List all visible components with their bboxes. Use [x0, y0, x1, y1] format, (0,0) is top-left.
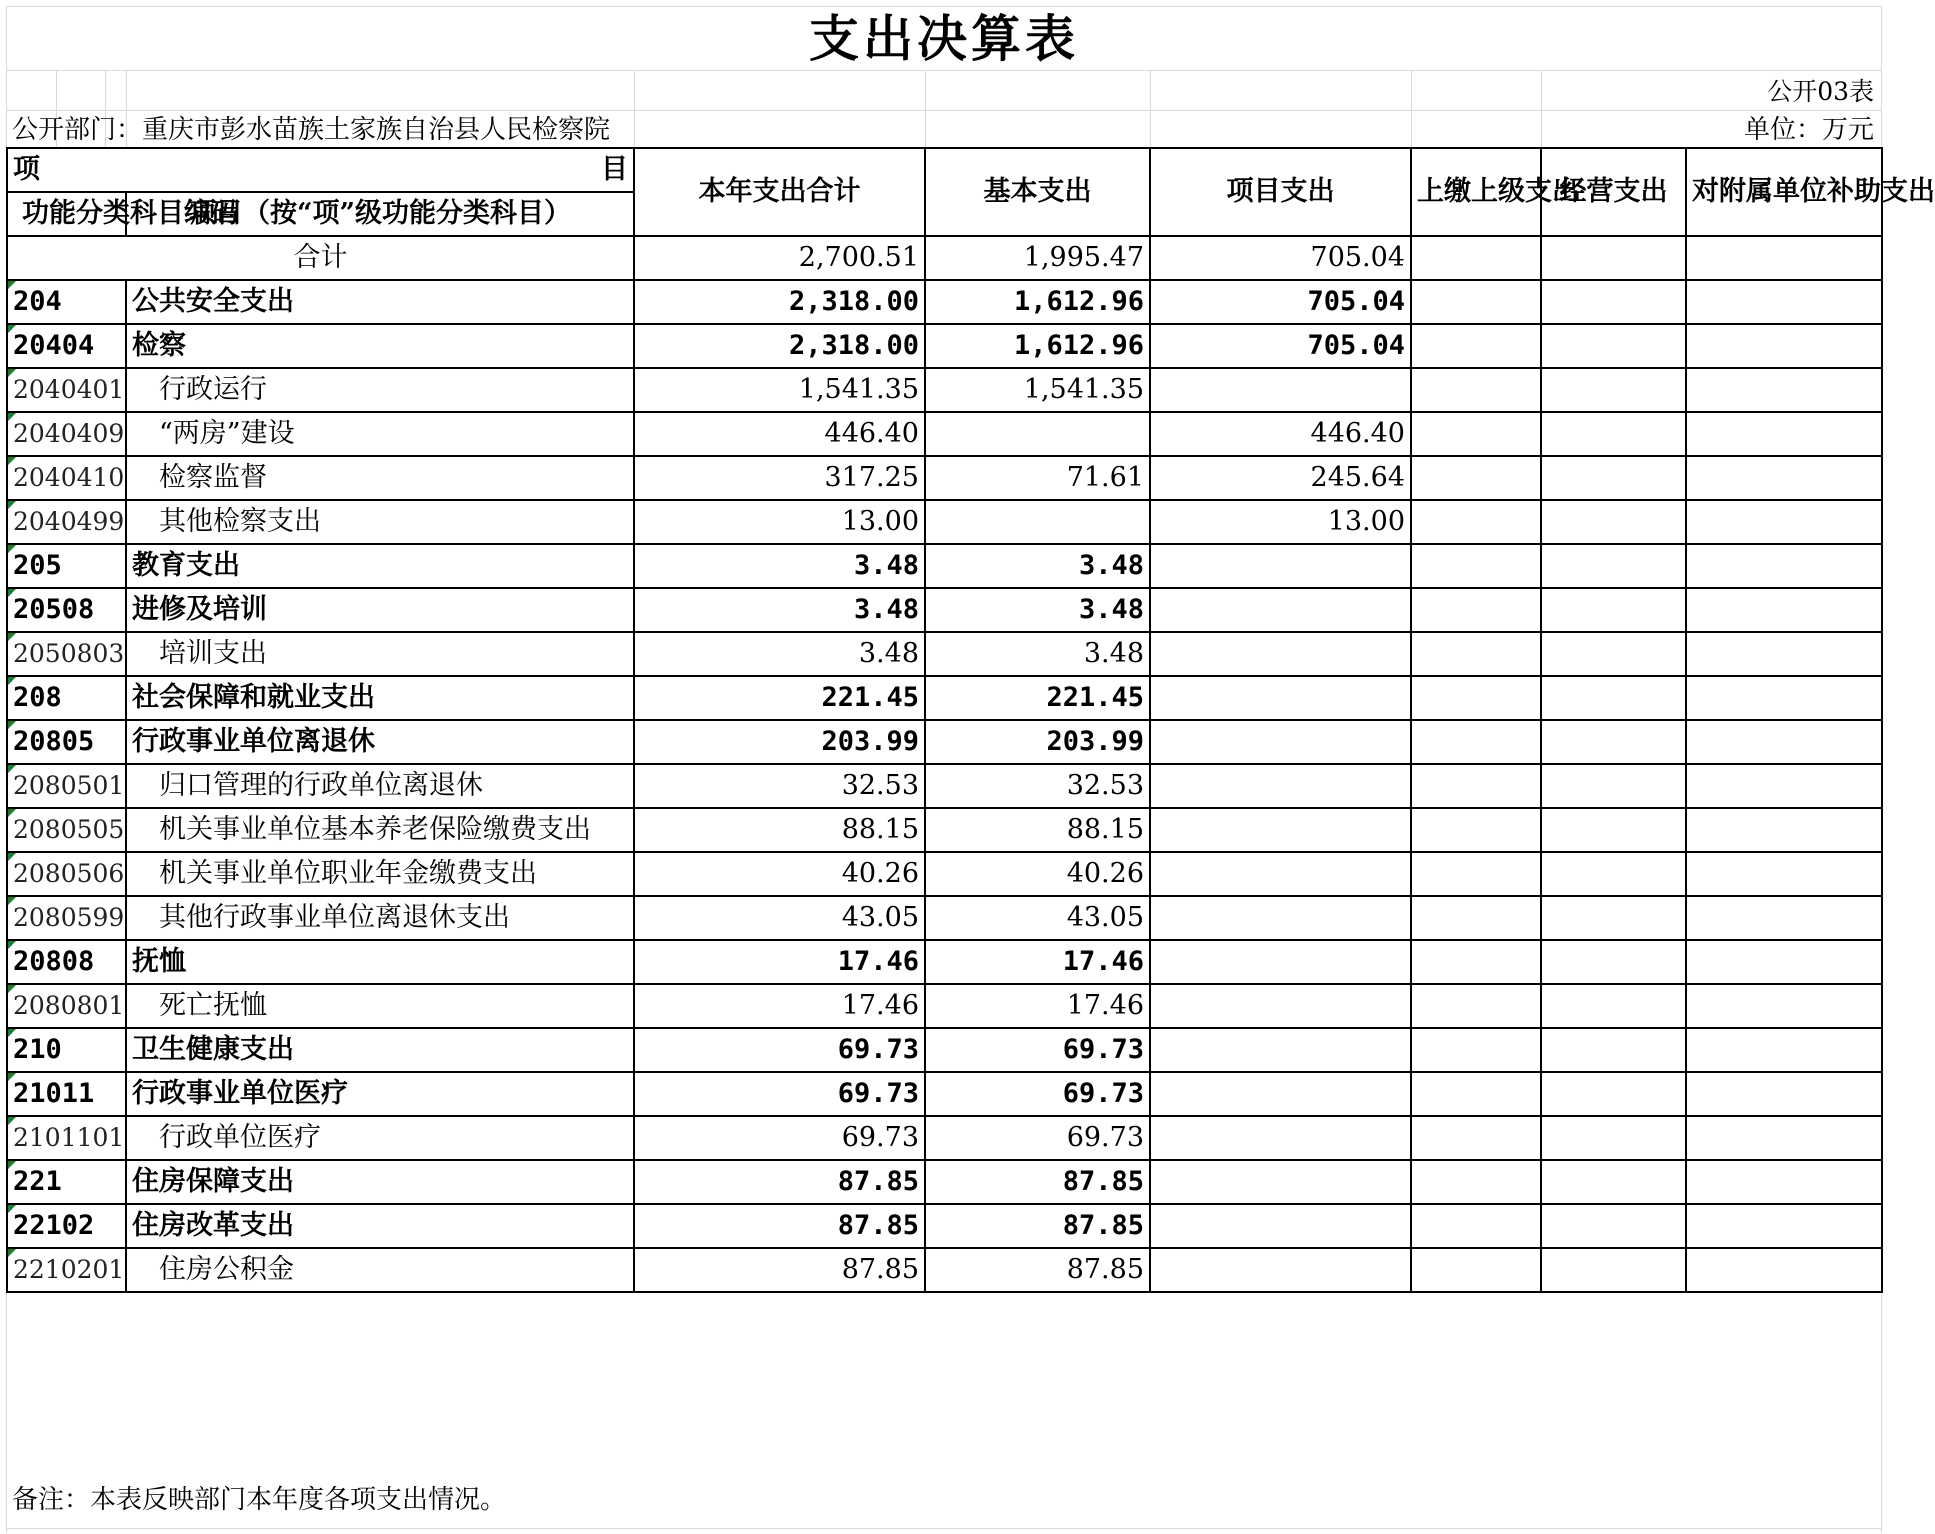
code-cell: 20808 [7, 940, 126, 984]
gridline [6, 70, 1882, 71]
gridline [634, 70, 635, 148]
cell-marker-icon [8, 1161, 16, 1169]
code-cell: 2101101 [7, 1116, 126, 1160]
total-cell: 17.46 [634, 984, 925, 1028]
subsidy-cell [1686, 852, 1882, 896]
project-cell: 705.04 [1150, 280, 1411, 324]
upper-cell [1411, 500, 1541, 544]
name-cell: 培训支出 [126, 632, 634, 676]
basic-cell: 17.46 [925, 984, 1150, 1028]
total-cell: 87.85 [634, 1160, 925, 1204]
business-cell [1541, 940, 1686, 984]
basic-cell: 69.73 [925, 1116, 1150, 1160]
code-cell: 21011 [7, 1072, 126, 1116]
basic-cell: 1,541.35 [925, 368, 1150, 412]
header-subsidy: 对附属单位补助支出 [1686, 148, 1882, 236]
table-row [7, 500, 1882, 544]
cell-marker-icon [8, 721, 16, 729]
page-title: 支出决算表 [809, 10, 1079, 68]
basic-cell: 3.48 [925, 632, 1150, 676]
project-cell: 705.04 [1150, 236, 1411, 280]
total-cell: 32.53 [634, 764, 925, 808]
project-cell [1150, 940, 1411, 984]
subsidy-cell [1686, 1248, 1882, 1292]
project-cell [1150, 632, 1411, 676]
upper-cell [1411, 1028, 1541, 1072]
name-cell: 归口管理的行政单位离退休 [126, 764, 634, 808]
cell-marker-icon [8, 809, 16, 817]
subsidy-cell [1686, 1028, 1882, 1072]
business-cell [1541, 544, 1686, 588]
basic-cell [925, 412, 1150, 456]
project-cell [1150, 764, 1411, 808]
project-cell [1150, 896, 1411, 940]
project-cell [1150, 808, 1411, 852]
form-number: 公开03表 [1767, 77, 1874, 106]
cell-marker-icon [8, 985, 16, 993]
subsidy-cell [1686, 588, 1882, 632]
code-cell: 2080506 [7, 852, 126, 896]
name-cell: 进修及培训 [126, 588, 634, 632]
subsidy-cell [1686, 764, 1882, 808]
subsidy-cell [1686, 1116, 1882, 1160]
name-cell: 社会保障和就业支出 [126, 676, 634, 720]
code-cell: 2050803 [7, 632, 126, 676]
header-row-1 [7, 148, 1882, 192]
cell-marker-icon [8, 1073, 16, 1081]
name-cell: 其他检察支出 [126, 500, 634, 544]
table-row [7, 280, 1882, 324]
project-cell [1150, 720, 1411, 764]
basic-cell: 3.48 [925, 588, 1150, 632]
subsidy-cell [1686, 456, 1882, 500]
table-row [7, 456, 1882, 500]
name-cell: “两房”建设 [126, 412, 634, 456]
table-row [7, 940, 1882, 984]
footnote: 备注：本表反映部门本年度各项支出情况。 [12, 1485, 507, 1515]
subsidy-cell [1686, 368, 1882, 412]
upper-cell [1411, 1116, 1541, 1160]
project-cell [1150, 544, 1411, 588]
upper-cell [1411, 324, 1541, 368]
cell-marker-icon [8, 1029, 16, 1037]
upper-cell [1411, 632, 1541, 676]
table-row [7, 896, 1882, 940]
business-cell [1541, 1248, 1686, 1292]
total-cell: 87.85 [634, 1204, 925, 1248]
basic-cell: 203.99 [925, 720, 1150, 764]
business-cell [1541, 456, 1686, 500]
subsidy-cell [1686, 500, 1882, 544]
upper-cell [1411, 1160, 1541, 1204]
subsidy-cell [1686, 1160, 1882, 1204]
basic-cell [925, 500, 1150, 544]
total-cell: 88.15 [634, 808, 925, 852]
business-cell [1541, 236, 1686, 280]
basic-cell: 69.73 [925, 1028, 1150, 1072]
project-cell [1150, 852, 1411, 896]
cell-marker-icon [8, 1249, 16, 1257]
code-cell: 210 [7, 1028, 126, 1072]
cell-marker-icon [8, 853, 16, 861]
cell-marker-icon [8, 413, 16, 421]
name-cell: 机关事业单位职业年金缴费支出 [126, 852, 634, 896]
table-row [7, 720, 1882, 764]
business-cell [1541, 280, 1686, 324]
total-cell: 69.73 [634, 1116, 925, 1160]
total-cell: 446.40 [634, 412, 925, 456]
subsidy-cell [1686, 280, 1882, 324]
total-label: 合计 [7, 236, 634, 280]
basic-cell: 43.05 [925, 896, 1150, 940]
business-cell [1541, 588, 1686, 632]
total-cell: 2,318.00 [634, 280, 925, 324]
upper-cell [1411, 720, 1541, 764]
table-row [7, 1248, 1882, 1292]
basic-cell: 40.26 [925, 852, 1150, 896]
subsidy-cell [1686, 1072, 1882, 1116]
subsidy-cell [1686, 412, 1882, 456]
gridline [1541, 70, 1542, 148]
business-cell [1541, 412, 1686, 456]
basic-cell: 17.46 [925, 940, 1150, 984]
cell-marker-icon [8, 589, 16, 597]
table-row [7, 368, 1882, 412]
unit-label: 单位：万元 [1743, 115, 1874, 145]
cell-marker-icon [8, 633, 16, 641]
project-header-right: 目 [601, 154, 628, 185]
project-cell [1150, 1116, 1411, 1160]
table-row [7, 764, 1882, 808]
subsidy-cell [1686, 896, 1882, 940]
table-row [7, 412, 1882, 456]
business-cell [1541, 1204, 1686, 1248]
upper-cell [1411, 236, 1541, 280]
basic-cell: 87.85 [925, 1160, 1150, 1204]
code-cell: 2080801 [7, 984, 126, 1028]
project-cell [1150, 1028, 1411, 1072]
business-cell [1541, 852, 1686, 896]
upper-cell [1411, 984, 1541, 1028]
business-cell [1541, 764, 1686, 808]
total-row [7, 236, 1882, 280]
cell-marker-icon [8, 369, 16, 377]
upper-cell [1411, 588, 1541, 632]
name-cell: 行政单位医疗 [126, 1116, 634, 1160]
expenditure-table [6, 147, 1935, 1293]
code-cell: 20508 [7, 588, 126, 632]
cell-marker-icon [8, 457, 16, 465]
business-cell [1541, 984, 1686, 1028]
total-cell: 43.05 [634, 896, 925, 940]
cell-marker-icon [8, 325, 16, 333]
table-row [7, 324, 1882, 368]
name-cell: 住房公积金 [126, 1248, 634, 1292]
code-cell: 2040410 [7, 456, 126, 500]
code-cell: 204 [7, 280, 126, 324]
upper-cell [1411, 808, 1541, 852]
gridline [925, 70, 926, 148]
basic-cell: 1,612.96 [925, 324, 1150, 368]
project-cell [1150, 588, 1411, 632]
project-cell [1150, 1248, 1411, 1292]
gridline [6, 1528, 1882, 1529]
code-cell: 2040409 [7, 412, 126, 456]
total-cell: 40.26 [634, 852, 925, 896]
total-cell: 221.45 [634, 676, 925, 720]
total-cell: 13.00 [634, 500, 925, 544]
upper-cell [1411, 1072, 1541, 1116]
upper-cell [1411, 1204, 1541, 1248]
gridline [1150, 70, 1151, 148]
code-cell: 2080599 [7, 896, 126, 940]
code-cell: 221 [7, 1160, 126, 1204]
header-total: 本年支出合计 [634, 148, 925, 236]
basic-cell: 1,612.96 [925, 280, 1150, 324]
project-cell: 245.64 [1150, 456, 1411, 500]
total-cell: 3.48 [634, 632, 925, 676]
project-cell [1150, 1204, 1411, 1248]
name-cell: 行政事业单位医疗 [126, 1072, 634, 1116]
cell-marker-icon [8, 1117, 16, 1125]
department-label: 公开部门：重庆市彭水苗族土家族自治县人民检察院 [12, 115, 611, 145]
name-cell: 公共安全支出 [126, 280, 634, 324]
project-cell [1150, 1160, 1411, 1204]
upper-cell [1411, 544, 1541, 588]
project-header-cell [7, 148, 634, 192]
gridline [6, 110, 1882, 111]
total-cell: 17.46 [634, 940, 925, 984]
upper-cell [1411, 676, 1541, 720]
business-cell [1541, 324, 1686, 368]
table-row [7, 544, 1882, 588]
total-cell: 69.73 [634, 1028, 925, 1072]
basic-cell: 87.85 [925, 1204, 1150, 1248]
code-cell: 20404 [7, 324, 126, 368]
total-cell: 3.48 [634, 588, 925, 632]
project-cell [1150, 984, 1411, 1028]
project-cell: 446.40 [1150, 412, 1411, 456]
name-cell: 行政运行 [126, 368, 634, 412]
name-cell: 检察 [126, 324, 634, 368]
header-code: 功能分类科目编码 [7, 192, 126, 236]
table-row [7, 1204, 1882, 1248]
business-cell [1541, 808, 1686, 852]
total-cell: 2,700.51 [634, 236, 925, 280]
total-cell: 1,541.35 [634, 368, 925, 412]
total-cell: 3.48 [634, 544, 925, 588]
basic-cell: 69.73 [925, 1072, 1150, 1116]
header-name: 项目（按“项”级功能分类科目） [126, 192, 634, 236]
business-cell [1541, 676, 1686, 720]
upper-cell [1411, 896, 1541, 940]
upper-cell [1411, 456, 1541, 500]
upper-cell [1411, 852, 1541, 896]
name-cell: 检察监督 [126, 456, 634, 500]
business-cell [1541, 1072, 1686, 1116]
code-cell: 205 [7, 544, 126, 588]
project-cell: 13.00 [1150, 500, 1411, 544]
cell-marker-icon [8, 501, 16, 509]
basic-cell: 1,995.47 [925, 236, 1150, 280]
subsidy-cell [1686, 324, 1882, 368]
subsidy-cell [1686, 720, 1882, 764]
total-cell: 203.99 [634, 720, 925, 764]
basic-cell: 71.61 [925, 456, 1150, 500]
code-cell: 20805 [7, 720, 126, 764]
header-upper: 上缴上级支出 [1411, 148, 1541, 236]
business-cell [1541, 1160, 1686, 1204]
table-row [7, 984, 1882, 1028]
table-row [7, 808, 1882, 852]
name-cell: 其他行政事业单位离退休支出 [126, 896, 634, 940]
total-cell: 317.25 [634, 456, 925, 500]
upper-cell [1411, 1248, 1541, 1292]
business-cell [1541, 368, 1686, 412]
upper-cell [1411, 368, 1541, 412]
subsidy-cell [1686, 808, 1882, 852]
subsidy-cell [1686, 544, 1882, 588]
business-cell [1541, 1116, 1686, 1160]
name-cell: 住房保障支出 [126, 1160, 634, 1204]
subsidy-cell [1686, 984, 1882, 1028]
code-cell: 2040499 [7, 500, 126, 544]
business-cell [1541, 896, 1686, 940]
business-cell [1541, 500, 1686, 544]
basic-cell: 221.45 [925, 676, 1150, 720]
subsidy-cell [1686, 236, 1882, 280]
basic-cell: 3.48 [925, 544, 1150, 588]
basic-cell: 32.53 [925, 764, 1150, 808]
name-cell: 住房改革支出 [126, 1204, 634, 1248]
name-cell: 死亡抚恤 [126, 984, 634, 1028]
gridline [1411, 70, 1412, 148]
table-row [7, 1072, 1882, 1116]
code-cell: 2210201 [7, 1248, 126, 1292]
business-cell [1541, 632, 1686, 676]
code-cell: 2080501 [7, 764, 126, 808]
header-basic: 基本支出 [925, 148, 1150, 236]
header-project: 项目支出 [1150, 148, 1411, 236]
business-cell [1541, 1028, 1686, 1072]
project-cell [1150, 1072, 1411, 1116]
basic-cell: 88.15 [925, 808, 1150, 852]
subsidy-cell [1686, 676, 1882, 720]
table-row [7, 676, 1882, 720]
cell-marker-icon [8, 897, 16, 905]
cell-marker-icon [8, 677, 16, 685]
cell-marker-icon [8, 765, 16, 773]
header-business: 经营支出 [1541, 148, 1686, 236]
upper-cell [1411, 280, 1541, 324]
total-cell: 69.73 [634, 1072, 925, 1116]
table-row [7, 852, 1882, 896]
subsidy-cell [1686, 1204, 1882, 1248]
table-row [7, 1028, 1882, 1072]
table-row [7, 1116, 1882, 1160]
project-cell [1150, 676, 1411, 720]
cell-marker-icon [8, 1205, 16, 1213]
project-cell [1150, 368, 1411, 412]
project-header-left: 项 [13, 154, 40, 185]
name-cell: 教育支出 [126, 544, 634, 588]
code-cell: 2080505 [7, 808, 126, 852]
project-cell: 705.04 [1150, 324, 1411, 368]
table-row [7, 588, 1882, 632]
cell-marker-icon [8, 281, 16, 289]
cell-marker-icon [8, 941, 16, 949]
subsidy-cell [1686, 940, 1882, 984]
name-cell: 行政事业单位离退休 [126, 720, 634, 764]
table-row [7, 1160, 1882, 1204]
upper-cell [1411, 764, 1541, 808]
table-row [7, 632, 1882, 676]
upper-cell [1411, 412, 1541, 456]
name-cell: 机关事业单位基本养老保险缴费支出 [126, 808, 634, 852]
total-cell: 2,318.00 [634, 324, 925, 368]
code-cell: 208 [7, 676, 126, 720]
basic-cell: 87.85 [925, 1248, 1150, 1292]
subsidy-cell [1686, 632, 1882, 676]
upper-cell [1411, 940, 1541, 984]
code-cell: 22102 [7, 1204, 126, 1248]
name-cell: 卫生健康支出 [126, 1028, 634, 1072]
code-cell: 2040401 [7, 368, 126, 412]
name-cell: 抚恤 [126, 940, 634, 984]
business-cell [1541, 720, 1686, 764]
gridline [6, 6, 1882, 7]
total-cell: 87.85 [634, 1248, 925, 1292]
cell-marker-icon [8, 545, 16, 553]
